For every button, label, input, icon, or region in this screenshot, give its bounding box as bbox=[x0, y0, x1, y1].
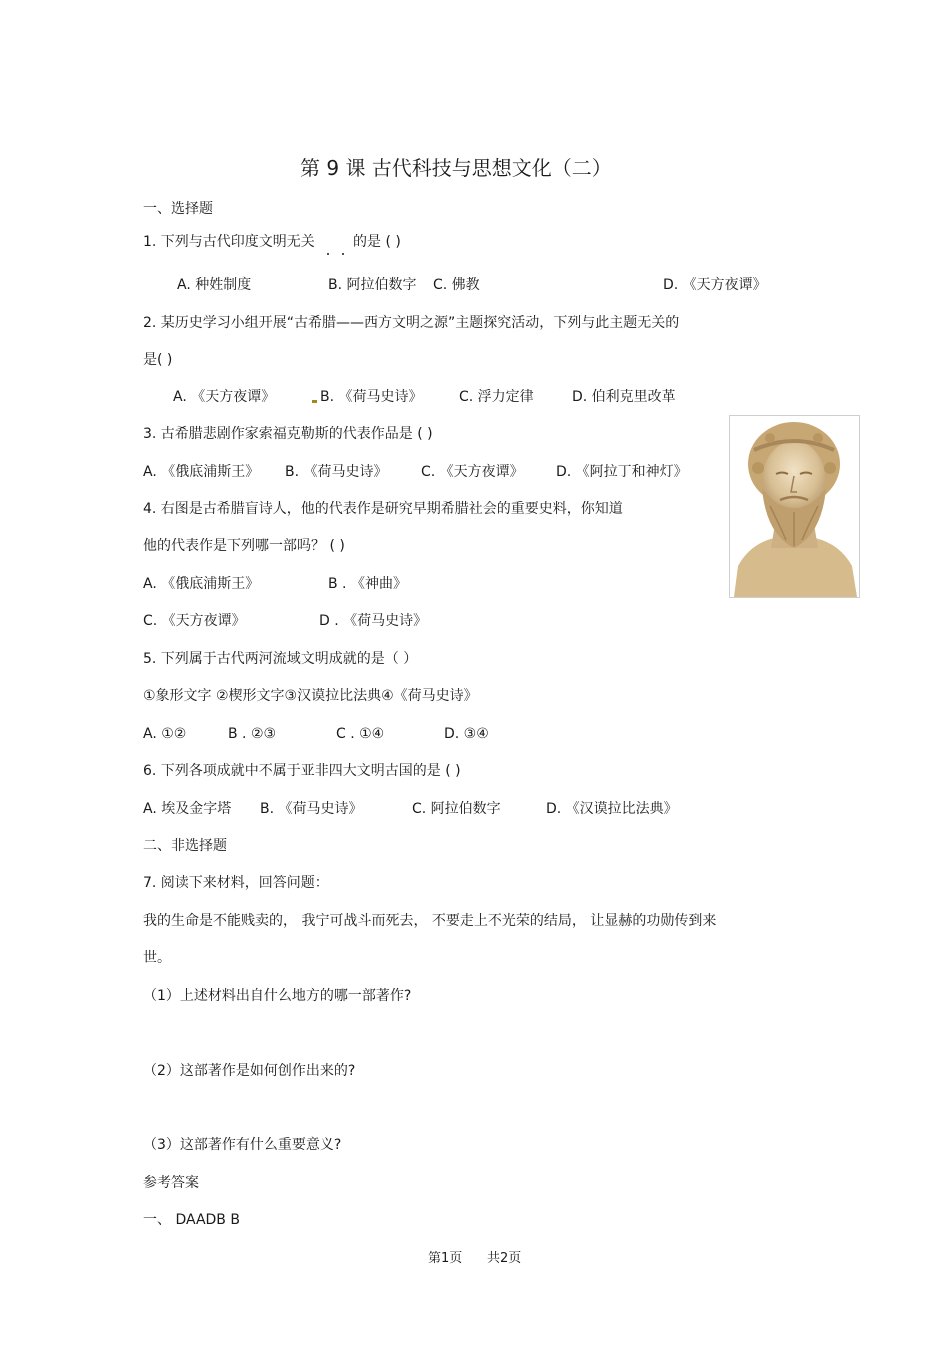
question-2-option-b: B. 《荷马史诗》 bbox=[320, 389, 423, 405]
question-1-option-b: B. 阿拉伯数字 bbox=[328, 277, 417, 293]
question-5-stem: 5. 下列属于古代两河流域文明成就的是（ ） bbox=[143, 651, 418, 667]
question-6-stem: 6. 下列各项成就中不属于亚非四大文明古国的是 ( ) bbox=[143, 763, 461, 779]
question-7-material-cont: 世。 bbox=[143, 950, 171, 966]
question-6-option-c: C. 阿拉伯数字 bbox=[412, 801, 501, 817]
section-heading-choice: 一、选择题 bbox=[143, 201, 213, 217]
question-2-option-d: D. 伯利克里改革 bbox=[572, 389, 676, 405]
question-1-stem: 1. 下列与古代印度文明无关 bbox=[143, 234, 315, 250]
annotation-mark bbox=[312, 400, 317, 403]
question-1-option-c: C. 佛教 bbox=[433, 277, 480, 293]
question-3-option-b: B. 《荷马史诗》 bbox=[285, 464, 388, 480]
question-2-option-c: C. 浮力定律 bbox=[459, 389, 534, 405]
question-4-stem: 4. 右图是古希腊盲诗人，他的代表作是研究早期希腊社会的重要史料，你知道 bbox=[143, 501, 623, 517]
question-3-option-d: D. 《阿拉丁和神灯》 bbox=[556, 464, 688, 480]
question-3-option-a: A. 《俄底浦斯王》 bbox=[143, 464, 260, 480]
emphasis-dot bbox=[342, 253, 344, 255]
question-5-option-a: A. ①② bbox=[143, 726, 187, 742]
question-5-option-c: C . ①④ bbox=[336, 726, 385, 742]
homer-bust-image bbox=[729, 415, 860, 598]
answers-heading: 参考答案 bbox=[143, 1175, 199, 1191]
emphasis-dot bbox=[327, 253, 329, 255]
question-4-option-a: A. 《俄底浦斯王》 bbox=[143, 576, 260, 592]
question-2-stem: 2. 某历史学习小组开展“古希腊——西方文明之源”主题探究活动，下列与此主题无关的 bbox=[143, 315, 680, 331]
section-heading-open: 二、非选择题 bbox=[143, 838, 227, 854]
homer-bust-icon bbox=[730, 416, 859, 597]
question-2-stem-cont: 是( ) bbox=[143, 352, 173, 368]
question-7-sub-1: （1）上述材料出自什么地方的哪一部著作? bbox=[143, 988, 412, 1004]
question-4-stem-cont: 他的代表作是下列哪一部吗？ ( ) bbox=[143, 538, 345, 554]
question-2-option-a: A. 《天方夜谭》 bbox=[173, 389, 276, 405]
question-5-option-d: D. ③④ bbox=[444, 726, 489, 742]
question-1-option-d: D. 《天方夜谭》 bbox=[663, 277, 767, 293]
question-5-items: ①象形文字 ②楔形文字③汉谟拉比法典④《荷马史诗》 bbox=[143, 688, 478, 704]
question-6-option-d: D. 《汉谟拉比法典》 bbox=[546, 801, 678, 817]
page-title: 第 9 课 古代科技与思想文化（二） bbox=[300, 156, 612, 180]
question-7-sub-3: （3）这部著作有什么重要意义? bbox=[143, 1137, 342, 1153]
question-7-material: 我的生命是不能贱卖的， 我宁可战斗而死去， 不要走上不光荣的结局， 让显赫的功勋传到来 bbox=[143, 913, 717, 929]
question-1-stem-end: 的是 ( ) bbox=[353, 234, 401, 250]
question-4-option-b: B . 《神曲》 bbox=[328, 576, 407, 592]
footer-page-total: 共2页 bbox=[487, 1251, 522, 1266]
question-6-option-b: B. 《荷马史诗》 bbox=[260, 801, 363, 817]
question-6-option-a: A. 埃及金字塔 bbox=[143, 801, 232, 817]
question-3-option-c: C. 《天方夜谭》 bbox=[421, 464, 524, 480]
question-7-sub-2: （2）这部著作是如何创作出来的? bbox=[143, 1063, 356, 1079]
question-4-option-d: D . 《荷马史诗》 bbox=[319, 613, 428, 629]
question-4-option-c: C. 《天方夜谭》 bbox=[143, 613, 246, 629]
footer-page-number: 第1页 bbox=[428, 1251, 463, 1266]
answers-line-1: 一、 DAADB B bbox=[143, 1212, 240, 1228]
question-1-option-a: A. 种姓制度 bbox=[177, 277, 252, 293]
question-7-stem: 7. 阅读下来材料，回答问题： bbox=[143, 875, 329, 891]
question-3-stem: 3. 古希腊悲剧作家索福克勒斯的代表作品是 ( ) bbox=[143, 426, 433, 442]
question-5-option-b: B . ②③ bbox=[228, 726, 277, 742]
